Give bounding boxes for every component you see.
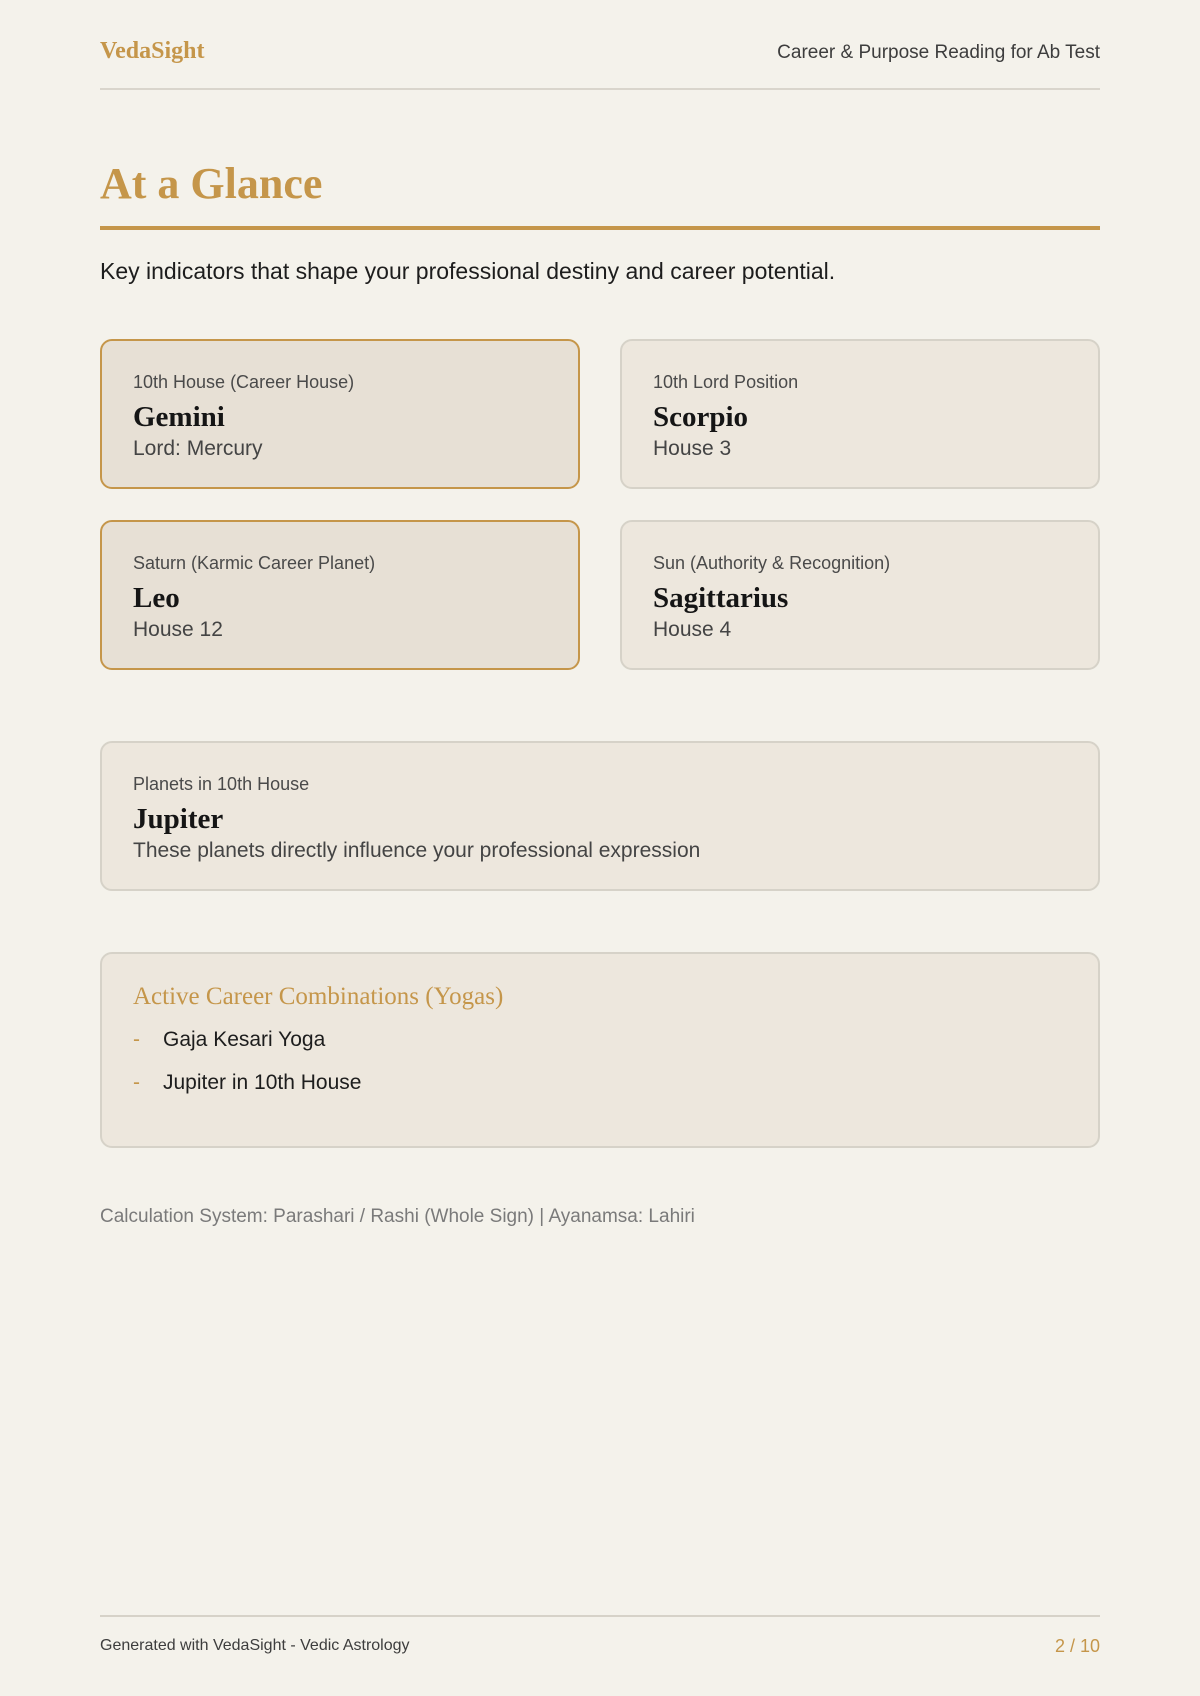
card-subtext: House 12 xyxy=(133,618,223,641)
page-number: 2 / 10 xyxy=(1054,1636,1100,1656)
footer-text: Generated with VedaSight - Vedic Astrology xyxy=(100,1637,410,1654)
yoga-list xyxy=(133,1026,1098,1112)
bullet-dash: - xyxy=(133,1028,140,1051)
yogas-title: Active Career Combinations (Yogas) xyxy=(133,983,504,1010)
calculation-note: Calculation System: Parashari / Rashi (Whole Sign) | Ayanamsa: Lahiri xyxy=(100,1206,695,1227)
page-title: At a Glance xyxy=(100,159,323,208)
sun-card xyxy=(620,520,1100,670)
card-label: 10th Lord Position xyxy=(653,372,799,392)
planets-in-tenth-card xyxy=(100,741,1100,891)
brand-logo: VedaSight xyxy=(100,38,205,64)
tenth-lord-card xyxy=(620,339,1100,489)
yoga-name: Gaja Kesari Yoga xyxy=(163,1028,326,1051)
card-subtext: House 3 xyxy=(653,437,732,460)
card-subtext: Lord: Mercury xyxy=(133,437,263,460)
card-value: Scorpio xyxy=(653,401,749,433)
card-label: 10th House (Career House) xyxy=(133,372,355,392)
report-title: Career & Purpose Reading for Ab Test xyxy=(777,42,1100,63)
list-item xyxy=(133,1069,1098,1112)
list-item xyxy=(133,1026,1098,1069)
page-footer xyxy=(100,1615,1100,1667)
title-divider xyxy=(100,226,1100,230)
card-subtext: These planets directly influence your professional expression xyxy=(133,839,701,862)
page-header xyxy=(100,38,1100,90)
intro-text: Key indicators that shape your professional destiny and career potential. xyxy=(100,258,836,284)
card-value: Jupiter xyxy=(133,803,224,835)
card-label: Sun (Authority & Recognition) xyxy=(653,553,891,573)
saturn-card xyxy=(100,520,580,670)
card-value: Leo xyxy=(133,582,180,614)
card-value: Sagittarius xyxy=(653,582,789,614)
card-label: Saturn (Karmic Career Planet) xyxy=(133,553,376,573)
yoga-name: Jupiter in 10th House xyxy=(163,1071,362,1094)
yogas-card xyxy=(100,952,1100,1148)
card-label: Planets in 10th House xyxy=(133,774,310,794)
card-value: Gemini xyxy=(133,401,225,433)
career-house-card xyxy=(100,339,580,489)
bullet-dash: - xyxy=(133,1071,140,1094)
card-subtext: House 4 xyxy=(653,618,732,641)
report-page xyxy=(100,0,1100,1696)
